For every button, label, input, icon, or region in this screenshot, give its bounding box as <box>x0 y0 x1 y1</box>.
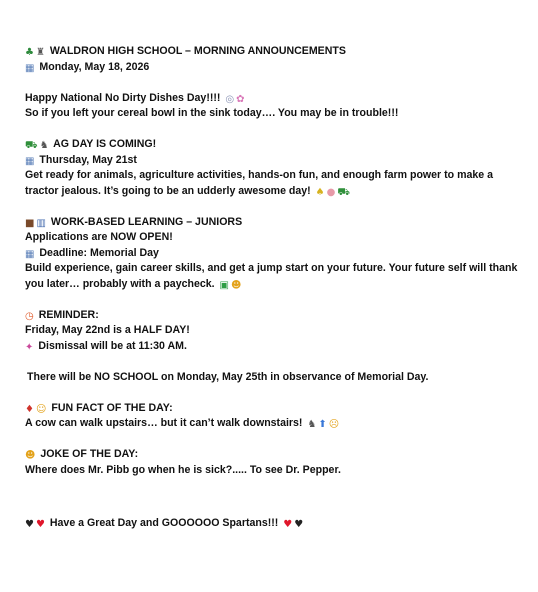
wbl-deadline: Deadline: Memorial Day <box>39 246 159 259</box>
briefcase-icon: ■ <box>25 217 35 229</box>
wbl-body <box>25 261 520 292</box>
ag-day-body-text: Get ready for animals, agriculture activities, hands-on fun, and enough farm power to make a tractor jealous. It’s going to be an udderly awesome day! <box>25 169 493 197</box>
calendar-icon: ▦ <box>25 62 35 74</box>
header-title-line <box>25 44 520 60</box>
reminder-heading-line <box>25 308 520 324</box>
wbl-heading: WORK-BASED LEARNING – JUNIORS <box>50 215 243 228</box>
fun-fact-text: A cow can walk upstairs… but it can’t walk downstairs! <box>25 417 303 429</box>
reminder-heading: REMINDER: <box>38 308 99 321</box>
dishes-line-2 <box>25 106 520 122</box>
alarm-clock-icon: ◷ <box>25 310 34 322</box>
party-popper-icon: ✦ <box>25 341 34 353</box>
no-school-line <box>25 370 520 386</box>
dishes-line-1 <box>25 91 520 107</box>
plate-icon: ◎ <box>225 93 235 105</box>
announcement-document <box>25 44 520 532</box>
wbl-body-text: Build experience, gain career skills, and get a jump start on your future. Your future self will thank you later… probably with a paycheck. <box>25 262 518 290</box>
ag-day-body <box>25 168 520 199</box>
tree-icon: ♣ <box>25 47 34 58</box>
reminder-half-day-line <box>25 323 520 339</box>
joke-heading: JOKE OF THE DAY: <box>40 448 139 460</box>
calendar-icon: ▦ <box>25 248 35 260</box>
cow-icon: ♞ <box>39 140 49 151</box>
tractor-icon: ⛟ <box>25 140 38 151</box>
black-heart-icon: ♥ <box>294 519 304 530</box>
reminder-half-day: Friday, May 22nd is a HALF DAY! <box>25 324 190 336</box>
tractor-icon: ⛟ <box>337 186 350 198</box>
sponge-icon: ✿ <box>236 93 245 105</box>
dizzy-face-icon: ☹ <box>328 419 340 430</box>
fun-fact-text-line <box>25 416 520 432</box>
fun-fact-heading-line <box>25 401 520 417</box>
page-title: WALDRON HIGH SCHOOL – MORNING ANNOUNCEMENTS <box>49 45 346 57</box>
nerd-face-icon: ☺ <box>35 403 47 415</box>
closing-text: Have a Great Day and GOOOOOO Spartans!!! <box>49 517 279 529</box>
reminder-dismissal: Dismissal will be at 11:30 AM. <box>38 339 187 352</box>
header-date-line <box>25 60 520 76</box>
dishes-text-1: Happy National No Dirty Dishes Day!!!! <box>25 91 221 104</box>
red-heart-icon: ♥ <box>35 519 45 530</box>
closing-line <box>25 516 520 532</box>
up-arrow-icon: ⬆ <box>318 419 327 430</box>
header-date: Monday, May 18, 2026 <box>39 60 150 73</box>
black-heart-icon: ♥ <box>25 519 34 530</box>
red-heart-icon: ♥ <box>283 519 293 530</box>
joke-text-line <box>25 463 520 479</box>
ag-day-date-line <box>25 153 520 169</box>
joke-heading-line <box>25 447 520 463</box>
calendar-icon: ▦ <box>25 155 35 167</box>
cow-icon: ♞ <box>307 419 317 430</box>
wbl-deadline-line <box>25 246 520 262</box>
fun-fact-heading: FUN FACT OF THE DAY: <box>51 401 173 414</box>
joke-text: Where does Mr. Pibb go when he is sick?..... To see Dr. Pepper. <box>25 463 341 476</box>
ag-day-heading: AG DAY IS COMING! <box>53 138 157 150</box>
wbl-heading-line <box>25 215 520 231</box>
pig-icon: ● <box>326 186 336 198</box>
dishes-text-2: So if you left your cereal bowl in the sink today…. You may be in trouble!!! <box>25 107 399 119</box>
laughing-face-icon: ☻ <box>25 450 36 461</box>
corn-icon: ♠ <box>315 186 325 198</box>
money-icon: ▣ <box>219 279 229 291</box>
wbl-applications: Applications are NOW OPEN! <box>25 231 173 243</box>
reminder-dismissal-line <box>25 339 520 355</box>
lamp-icon: ♜ <box>35 47 45 58</box>
ag-day-heading-line <box>25 137 520 153</box>
no-school-text: There will be NO SCHOOL on Monday, May 25th in observance of Memorial Day. <box>27 370 429 383</box>
ag-day-date: Thursday, May 21st <box>39 153 137 166</box>
books-icon: ▥ <box>36 217 46 229</box>
wbl-applications-line <box>25 230 520 246</box>
sunglasses-face-icon: ☻ <box>230 279 242 291</box>
drink-cup-icon: ♦ <box>25 403 34 415</box>
